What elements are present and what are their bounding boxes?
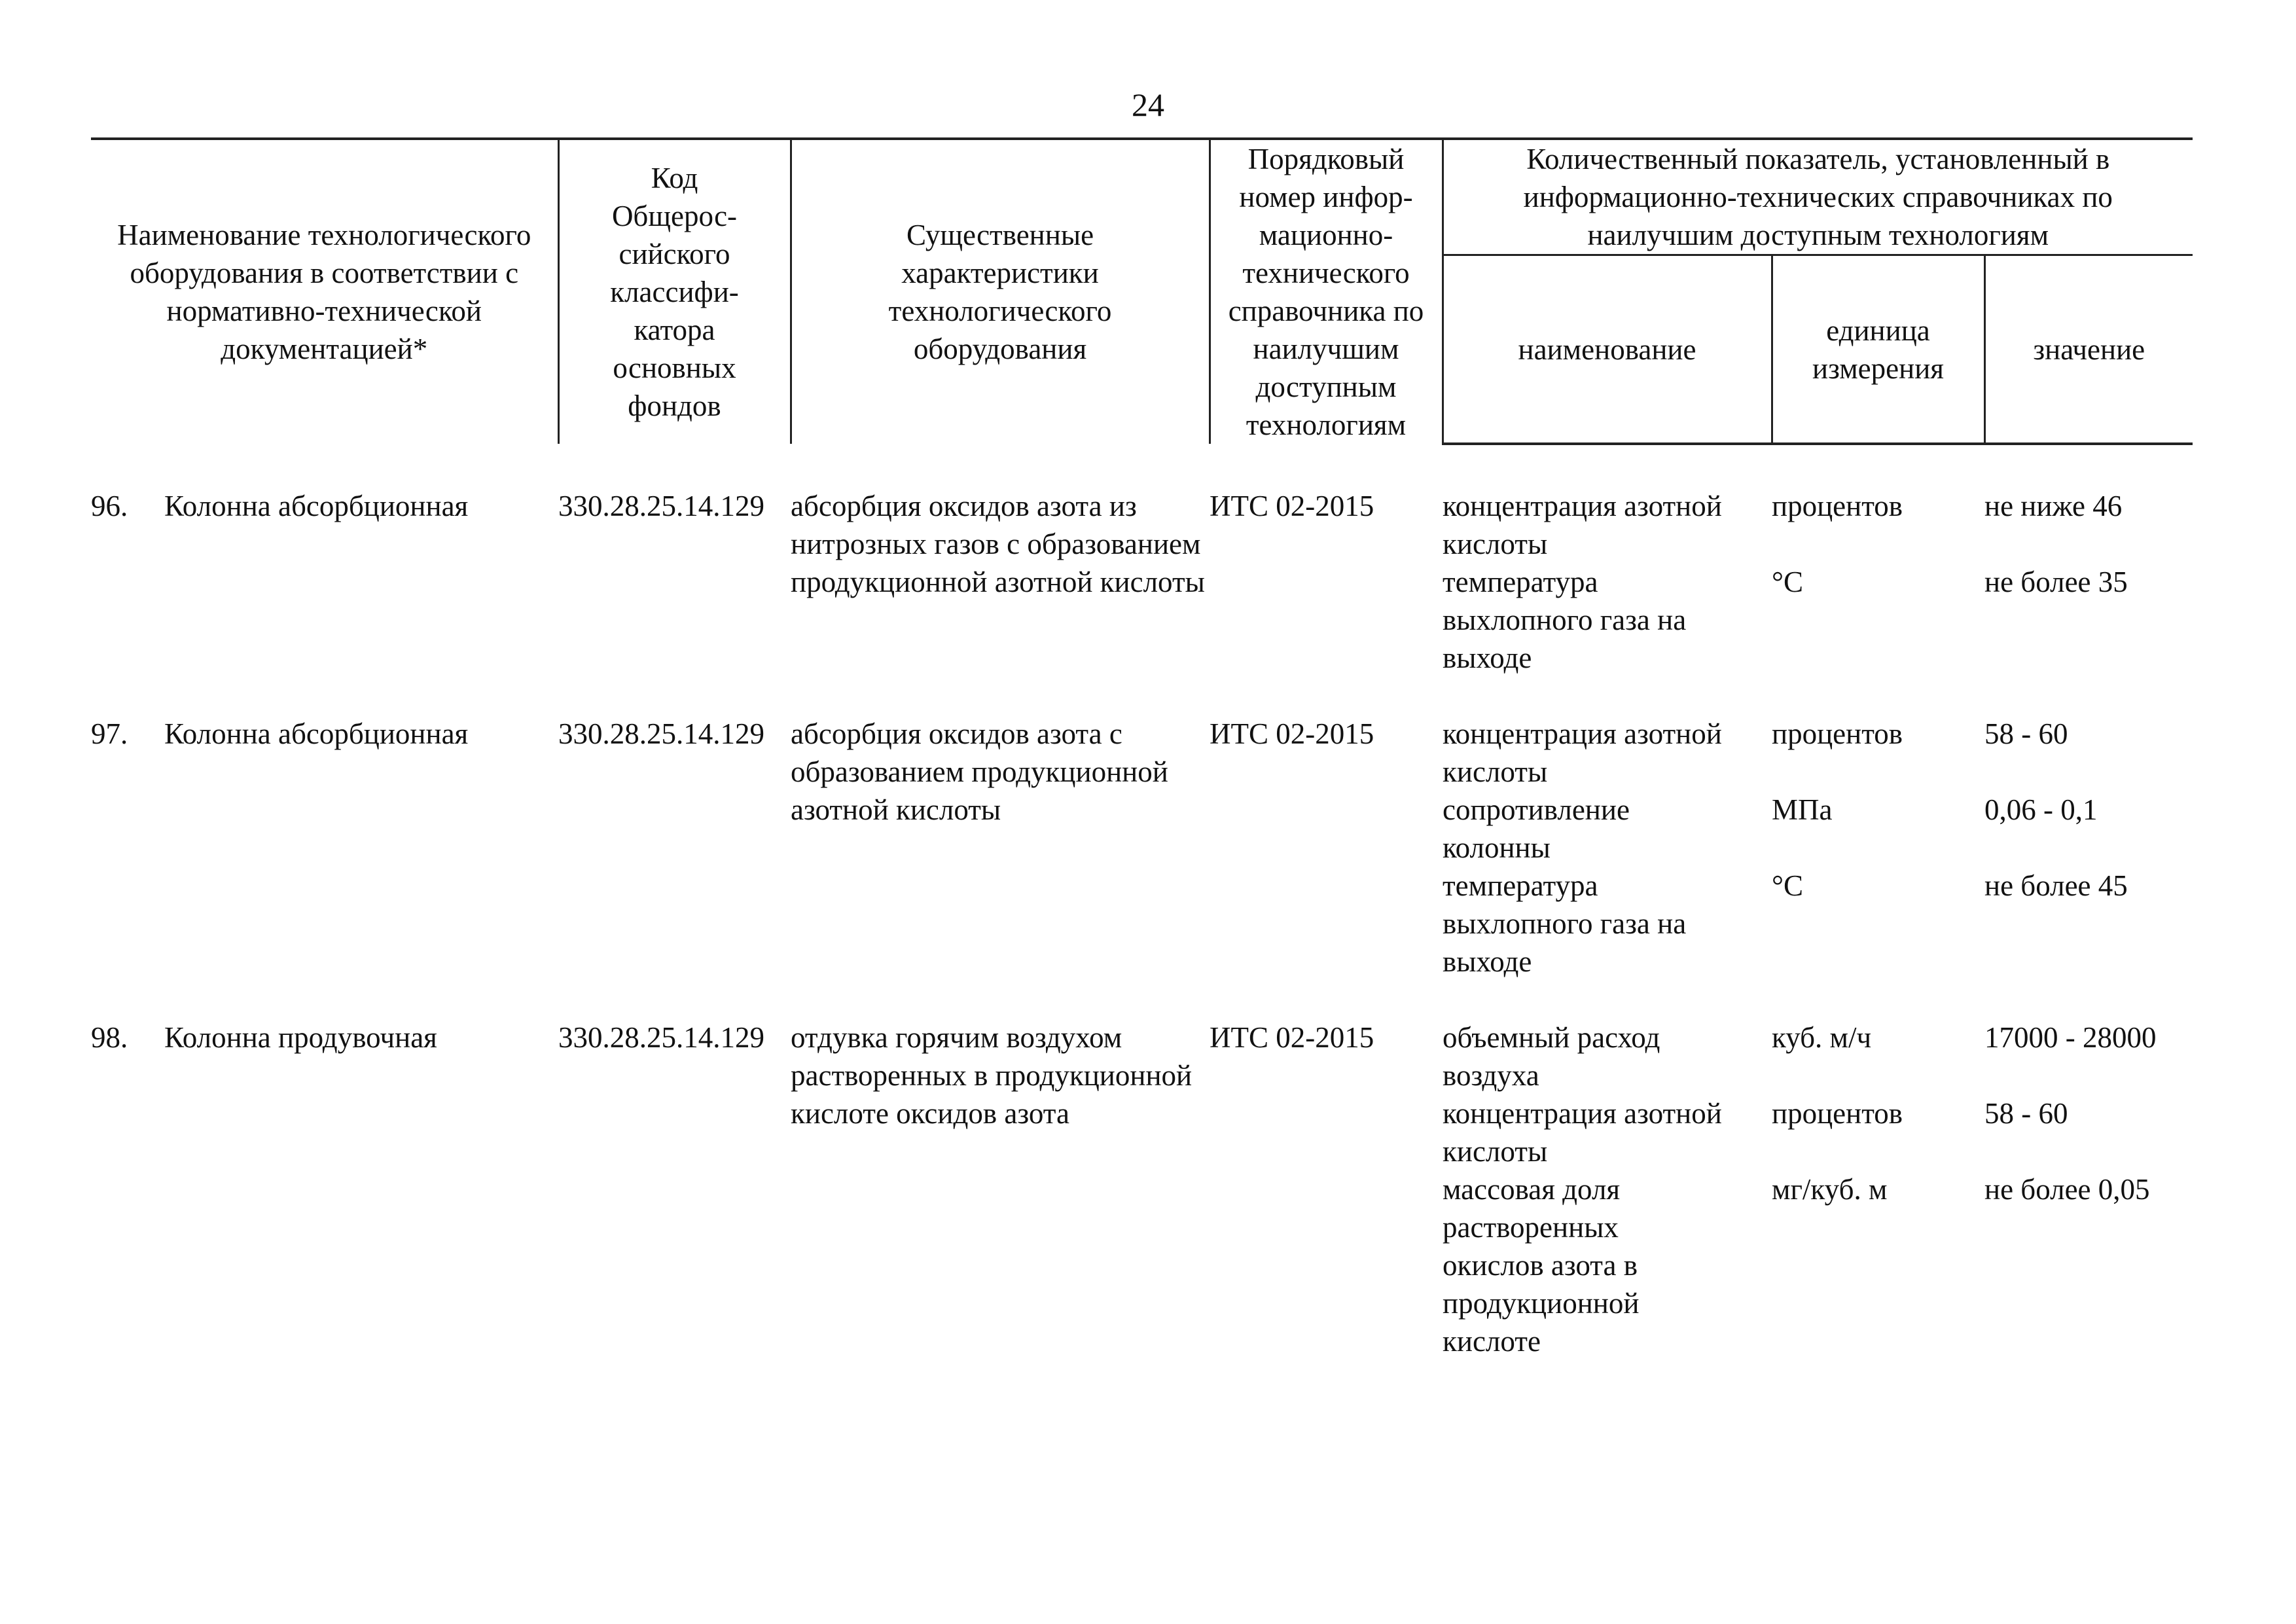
equipment-cell	[91, 715, 558, 981]
header-unit: единица измерения	[1772, 255, 1984, 444]
indicator-name: концентрация азотной кислоты	[1443, 1097, 1722, 1168]
table-header	[91, 139, 2193, 444]
indicator-value: 58 - 60	[1984, 717, 2068, 750]
indicator-unit: процентов	[1772, 490, 1903, 522]
equipment-name: Колонна абсорбционная	[164, 717, 469, 750]
header-code: Код Общерос-сийского классифи-катора основных фондов	[558, 139, 791, 444]
indicator-name: объемный расход воздуха	[1443, 1021, 1660, 1092]
row-number: 97.	[91, 717, 128, 750]
equipment-name: Колонна абсорбционная	[164, 490, 469, 522]
code-cell: 330.28.25.14.129	[558, 490, 764, 522]
reference-cell: ИТС 02-2015	[1210, 1021, 1374, 1054]
indicator-value: не ниже 46	[1984, 490, 2123, 522]
indicator-value: 0,06 - 0,1	[1984, 793, 2098, 826]
description-cell: абсорбция оксидов азота из нитрозных газов с образованием продукционной азотной кислоты	[791, 490, 1205, 598]
indicator-name: сопротивление колонны	[1443, 793, 1630, 864]
indicator-value: 58 - 60	[1984, 1097, 2068, 1130]
header-characteristics: Существенные характеристики технологического оборудования	[791, 139, 1210, 444]
indicator-unit: куб. м/ч	[1772, 1021, 1872, 1054]
indicator-name: температура выхлопного газа на выходе	[1443, 566, 1687, 674]
header-indicator-name: наименование	[1443, 255, 1772, 444]
header-value: значение	[1984, 255, 2193, 444]
indicator-unit: процентов	[1772, 1097, 1903, 1130]
indicator-name: температура выхлопного газа на выходе	[1443, 869, 1687, 978]
description-cell: отдувка горячим воздухом растворенных в продукционной кислоте оксидов азота	[791, 1021, 1193, 1130]
indicator-unit: МПа	[1772, 793, 1833, 826]
indicator-name: массовая доля растворенных окислов азота в продукционной кислоте	[1443, 1173, 1640, 1358]
equipment-name: Колонна продувочная	[164, 1021, 437, 1054]
reference-cell: ИТС 02-2015	[1210, 490, 1374, 522]
row-number: 98.	[91, 1021, 128, 1054]
equipment-cell	[91, 487, 558, 677]
page-number: 24	[1132, 86, 1164, 123]
header-equipment-name: Наименование технологического оборудования в соответствии с нормативно-технической документацией*	[91, 139, 558, 444]
indicator-value: 17000 - 28000	[1984, 1021, 2157, 1054]
indicator-unit: °C	[1772, 869, 1804, 902]
row-number: 96.	[91, 490, 128, 522]
equipment-table	[91, 137, 2193, 1360]
description-cell: абсорбция оксидов азота с образованием продукционной азотной кислоты	[791, 717, 1168, 826]
indicator-name: концентрация азотной кислоты	[1443, 717, 1722, 788]
table-row	[91, 1019, 2193, 1094]
indicator-value: не более 45	[1984, 869, 2128, 902]
indicator-unit: мг/куб. м	[1772, 1173, 1888, 1206]
indicator-value: не более 35	[1984, 566, 2128, 598]
indicator-unit: процентов	[1772, 717, 1903, 750]
table-row	[91, 487, 2193, 563]
header-reference-number: Порядковый номер инфор-мационно-технического справочника по наилучшим доступным технологиям	[1210, 139, 1443, 444]
reference-cell: ИТС 02-2015	[1210, 717, 1374, 750]
code-cell: 330.28.25.14.129	[558, 1021, 764, 1054]
header-quantitative-indicator: Количественный показатель, установленный в информационно-технических справочниках по наилучшим доступным технологиям	[1443, 139, 2193, 255]
table-row	[91, 715, 2193, 791]
indicator-value: не более 0,05	[1984, 1173, 2150, 1206]
equipment-cell	[91, 1019, 558, 1360]
indicator-unit: °C	[1772, 566, 1804, 598]
code-cell: 330.28.25.14.129	[558, 717, 764, 750]
indicator-name: концентрация азотной кислоты	[1443, 490, 1722, 560]
